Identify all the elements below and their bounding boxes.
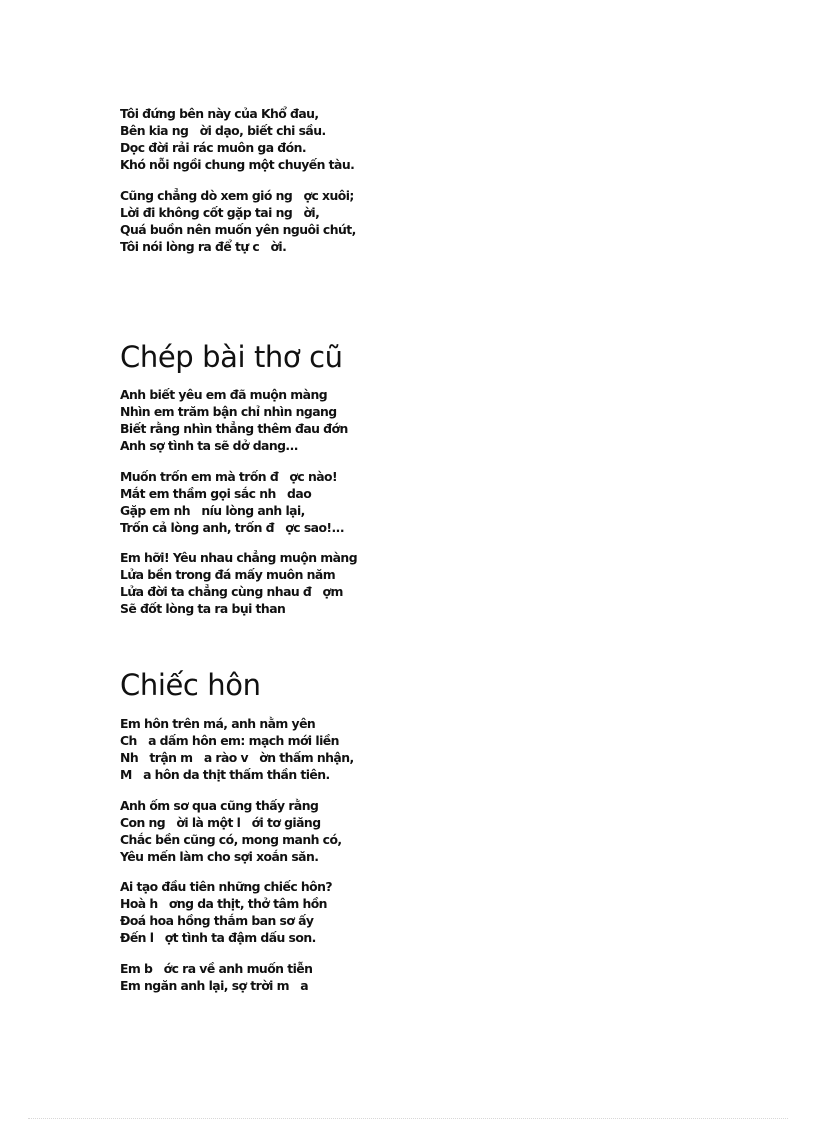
poem-line: Cũng chẳng dò xem gió ng ợc xuôi;	[120, 188, 354, 203]
poem2-stanza-2	[120, 468, 344, 536]
page-bottom-divider	[28, 1118, 788, 1119]
poem-title-chiec-hon: Chiếc hôn	[120, 668, 261, 702]
poem3-stanza-4	[120, 960, 312, 994]
poem-line: Lời đi không cốt gặp tai ng ời,	[120, 205, 320, 220]
poem-line: Anh biết yêu em đã muộn màng	[120, 387, 328, 402]
poem2-stanza-1	[120, 386, 348, 454]
poem-line: Em ngăn anh lại, sợ trời m a	[120, 978, 309, 993]
poem-line: Bên kia ng ời dạo, biết chi sầu.	[120, 123, 326, 138]
poem-line: Anh ốm sơ qua cũng thấy rằng	[120, 798, 319, 813]
poem1-stanza-1	[120, 105, 354, 173]
poem-line: Hoà h ơng da thịt, thở tâm hồn	[120, 896, 327, 911]
poem-line: Đoá hoa hồng thắm ban sơ ấy	[120, 913, 314, 928]
poem-line: Biết rằng nhìn thẳng thêm đau đớn	[120, 421, 348, 436]
poem-line: Lửa đời ta chẳng cùng nhau đ ợm	[120, 584, 343, 599]
poem-line: Quá buồn nên muốn yên nguôi chút,	[120, 222, 356, 237]
poem-line: Em hỡi! Yêu nhau chẳng muộn màng	[120, 550, 358, 565]
poem3-stanza-2	[120, 797, 342, 865]
poem-line: Con ng ời là một l ới tơ giăng	[120, 815, 321, 830]
poem-line: Lửa bền trong đá mấy muôn năm	[120, 567, 336, 582]
poem-line: Em b ớc ra về anh muốn tiễn	[120, 961, 313, 976]
poem-line: Ch a dấm hôn em: mạch mới liền	[120, 733, 339, 748]
poem-line: Em hôn trên má, anh nằm yên	[120, 716, 316, 731]
poem-line: Yêu mến làm cho sợi xoắn săn.	[120, 849, 319, 864]
poem-line: Tôi nói lòng ra để tự c ời.	[120, 239, 287, 254]
poem-line: Gặp em nh níu lòng anh lại,	[120, 503, 305, 518]
poem-line: M a hôn da thịt thấm thần tiên.	[120, 767, 330, 782]
poem-line: Chắc bền cũng có, mong manh có,	[120, 832, 342, 847]
poem-line: Trốn cả lòng anh, trốn đ ợc sao!...	[120, 520, 344, 535]
poem1-stanza-2	[120, 187, 356, 255]
poem-line: Sẽ đốt lòng ta ra bụi than	[120, 601, 286, 616]
poem-line: Nhìn em trăm bận chỉ nhìn ngang	[120, 404, 337, 419]
poem3-stanza-1	[120, 715, 354, 783]
poem3-stanza-3	[120, 878, 332, 946]
poem-title-chep-bai-tho-cu: Chép bài thơ cũ	[120, 340, 343, 374]
poem-line: Tôi đứng bên này của Khổ đau,	[120, 106, 319, 121]
poem-line: Anh sợ tình ta sẽ dở dang...	[120, 438, 298, 453]
poem-line: Dọc đời rải rác muôn ga đón.	[120, 140, 306, 155]
poem-line: Ai tạo đầu tiên những chiếc hôn?	[120, 879, 333, 894]
poem-line: Nh trận m a rào v ờn thấm nhận,	[120, 750, 354, 765]
poem2-stanza-3	[120, 549, 357, 617]
poem-line: Mắt em thầm gọi sắc nh dao	[120, 486, 312, 501]
poem-line: Đến l ợt tình ta đậm dấu son.	[120, 930, 316, 945]
poem-line: Khó nỗi ngồi chung một chuyến tàu.	[120, 157, 355, 172]
poem-line: Muốn trốn em mà trốn đ ợc nào!	[120, 469, 338, 484]
